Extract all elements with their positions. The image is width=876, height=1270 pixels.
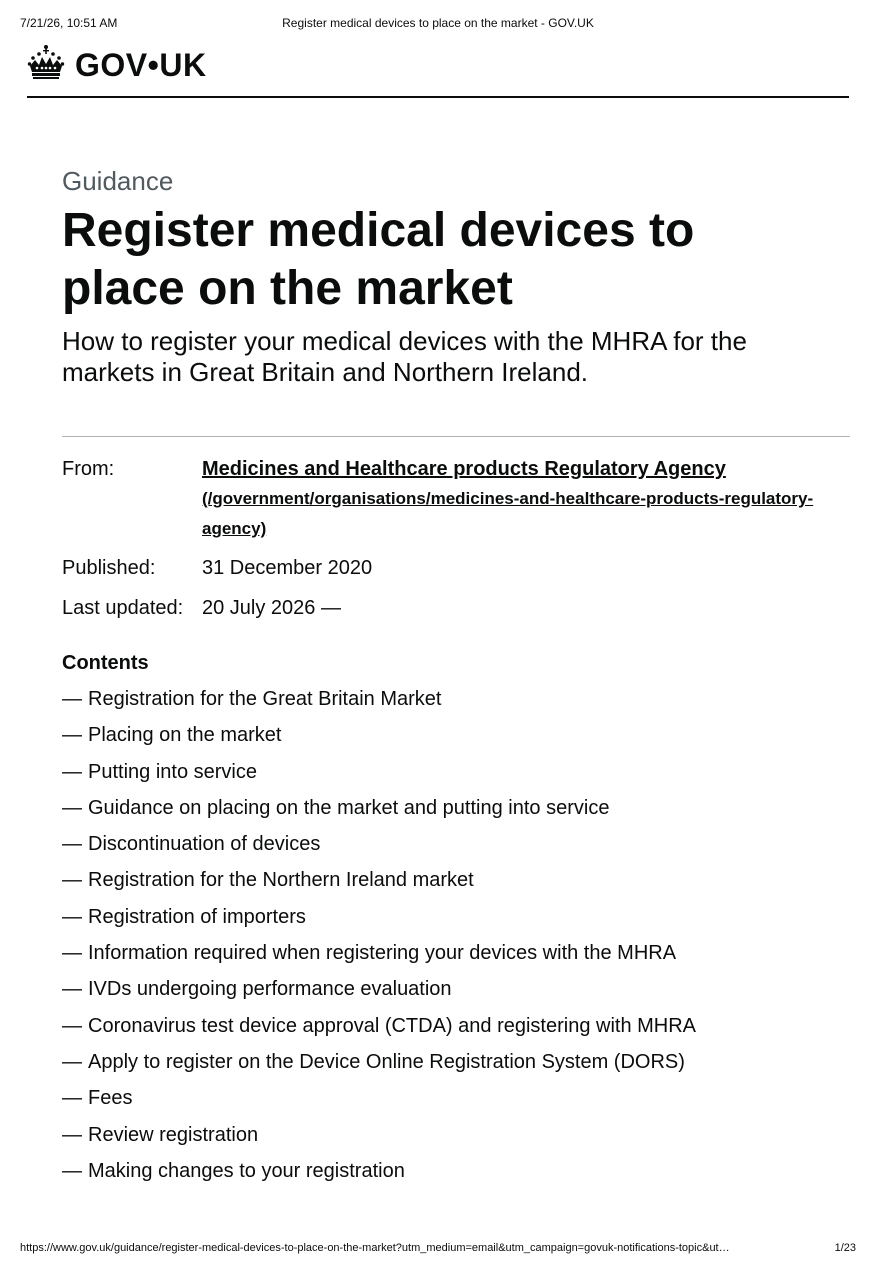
- contents-item[interactable]: [62, 759, 850, 795]
- contents-item[interactable]: [62, 1122, 850, 1158]
- dash-marker: —: [62, 760, 82, 783]
- dash-marker: —: [62, 833, 82, 856]
- from-value: [202, 454, 850, 544]
- organisation-link[interactable]: Medicines and Healthcare products Regulatory Agency: [202, 458, 726, 480]
- contents-item-label: Apply to register on the Device Online Registration System (DORS): [88, 1050, 685, 1073]
- contents-item-label: Registration for the Great Britain Market: [88, 688, 442, 710]
- contents-item[interactable]: [62, 940, 850, 976]
- contents-item-label: Coronavirus test device approval (CTDA) and registering with MHRA: [88, 1014, 697, 1037]
- contents-item[interactable]: [62, 686, 850, 722]
- published-date: 31 December 2020: [202, 557, 373, 579]
- contents-item-label: Registration for the Northern Ireland market: [88, 869, 474, 892]
- dash-marker: —: [62, 1159, 82, 1182]
- contents-item[interactable]: [62, 976, 850, 1012]
- page-title: Register medical devices to place on the market: [62, 204, 695, 315]
- print-document-title: Register medical devices to place on the market - GOV.UK: [282, 16, 594, 30]
- page-caption: Guidance: [62, 166, 174, 196]
- contents-item-label: Review registration: [88, 1123, 259, 1146]
- dash-marker: —: [62, 796, 82, 819]
- print-header: [20, 16, 856, 32]
- contents-item-label: Making changes to your registration: [88, 1159, 405, 1182]
- dash-marker: —: [62, 1050, 82, 1073]
- contents-item[interactable]: [62, 1049, 850, 1085]
- metadata-published-row: [62, 553, 850, 583]
- contents-item-label: Registration of importers: [88, 905, 306, 928]
- contents-item-label: Fees: [88, 1087, 133, 1110]
- contents-item-label: Discontinuation of devices: [88, 833, 321, 856]
- contents-item-label: Information required when registering your devices with the MHRA: [88, 942, 677, 965]
- contents-item[interactable]: [62, 722, 850, 758]
- contents-item[interactable]: [62, 795, 850, 831]
- metadata-updated-row: [62, 593, 850, 623]
- contents-item-label: Placing on the market: [88, 724, 282, 747]
- contents-nav: [62, 648, 850, 1194]
- contents-item[interactable]: [62, 1013, 850, 1049]
- govuk-header: [27, 42, 849, 98]
- contents-item[interactable]: [62, 867, 850, 903]
- organisation-link-url[interactable]: (/government/organisations/medicines-and-healthcare-products-regulatory-agency): [202, 489, 814, 538]
- contents-item-label: Guidance on placing on the market and putting into service: [88, 796, 610, 819]
- last-updated-date: 20 July 2026 —: [202, 597, 341, 619]
- contents-item-label: Putting into service: [88, 760, 257, 783]
- contents-list: [62, 686, 850, 1194]
- govuk-logo-text: GOV•UK: [75, 46, 207, 83]
- main-content: [62, 164, 850, 388]
- dash-marker: —: [62, 905, 82, 928]
- govuk-logo-link[interactable]: [27, 44, 207, 85]
- contents-item-label: IVDs undergoing performance evaluation: [88, 978, 452, 1001]
- from-label: From:: [62, 458, 115, 480]
- dash-marker: —: [62, 688, 82, 710]
- page-lede: How to register your medical devices with the MHRA for the markets in Great Britain and Northern Ireland.: [62, 326, 747, 387]
- published-label: Published:: [62, 557, 156, 579]
- contents-title: Contents: [62, 652, 149, 674]
- contents-item[interactable]: [62, 1158, 850, 1194]
- print-footer: [20, 1242, 856, 1258]
- dash-marker: —: [62, 1123, 82, 1146]
- dash-marker: —: [62, 1087, 82, 1110]
- print-datetime: 7/21/26, 10:51 AM: [20, 16, 118, 30]
- contents-item[interactable]: [62, 831, 850, 867]
- contents-item[interactable]: [62, 1085, 850, 1121]
- dash-marker: —: [62, 869, 82, 892]
- dash-marker: —: [62, 1014, 82, 1037]
- print-url: https://www.gov.uk/guidance/register-medical-devices-to-place-on-the-market?utm_medium=email&utm_campaign=govuk-notifications-topic&ut…: [20, 1242, 730, 1254]
- document-metadata: [62, 436, 850, 623]
- metadata-from-row: [62, 454, 850, 544]
- print-page-number: 1/23: [834, 1242, 856, 1254]
- contents-item[interactable]: [62, 904, 850, 940]
- dash-marker: —: [62, 978, 82, 1001]
- dash-marker: —: [62, 724, 82, 747]
- crown-icon: [27, 44, 65, 85]
- last-updated-label: Last updated:: [62, 597, 184, 619]
- dash-marker: —: [62, 942, 82, 965]
